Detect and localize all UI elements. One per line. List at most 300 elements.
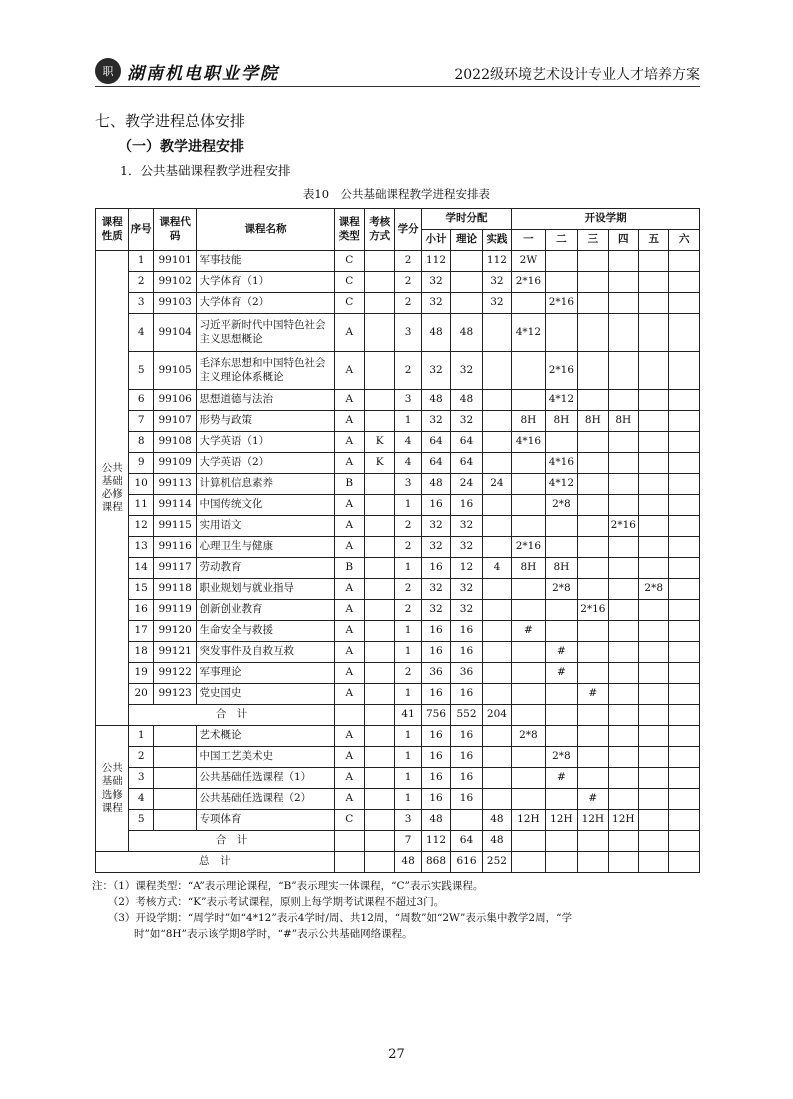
table-cell [364,251,394,272]
table-cell: 1 [395,789,421,810]
table-cell: 生命安全与救援 [197,621,334,642]
table-cell: C [334,251,364,272]
table-cell: 大学英语（2） [197,453,334,474]
table-cell [364,621,394,642]
table-cell [639,474,669,495]
table-cell [669,663,700,684]
table-cell [669,558,700,579]
group-label: 公共基础选修课程 [96,726,129,852]
table-cell: A [334,453,364,474]
table-cell [334,852,364,873]
table-cell: 16 [451,768,482,789]
table-cell [608,474,638,495]
grand-total-value: 48 [395,852,421,873]
note-line: （3）开设学期：“周学时”如“4*12”表示4学时/周、共12周，“周数”如“2W”表示集中教学2周，“学 [92,912,572,924]
table-cell: 艺术概论 [197,726,334,747]
table-cell [608,293,638,314]
subsubsection-heading: 1．公共基础课程教学进程安排 [120,163,291,178]
table-cell: 32 [482,293,511,314]
table-cell [669,293,700,314]
school-name: 湖南机电职业学院 [127,63,279,84]
table-cell [669,537,700,558]
table-cell [639,768,669,789]
table-cell: 中国工艺美术史 [197,747,334,768]
table-cell [639,314,669,352]
table-cell [364,747,394,768]
table-cell [451,272,482,293]
table-row [96,642,700,663]
table-cell: 8H [578,411,608,432]
table-cell: 8H [512,558,545,579]
table-cell: K [364,453,394,474]
table-cell: 专项体育 [197,810,334,831]
table-cell [545,600,577,621]
table-cell: 16 [421,495,450,516]
table-cell: 99121 [153,642,197,663]
table-cell: 99109 [153,453,197,474]
table-cell [608,432,638,453]
table-cell [482,579,511,600]
table-cell [639,537,669,558]
table-row [96,516,700,537]
table-cell: 2 [395,663,421,684]
table-cell: 1 [129,251,153,272]
col-credit: 学分 [395,209,421,251]
table-cell [669,726,700,747]
table-cell [482,432,511,453]
table-cell: 36 [421,663,450,684]
col-s5: 五 [639,230,669,251]
table-cell: 16 [421,747,450,768]
table-cell: 3 [395,390,421,411]
table-caption: 表10 公共基础课程教学进程安排表 [302,187,491,201]
table-cell: 16 [129,600,153,621]
table-cell: 1 [395,411,421,432]
table-cell: 16 [421,642,450,663]
table-cell: # [545,642,577,663]
table-cell: 99113 [153,474,197,495]
table-cell [639,747,669,768]
table-cell: 32 [421,352,450,390]
table-cell [578,251,608,272]
table-cell: 24 [482,474,511,495]
table-cell: 心理卫生与健康 [197,537,334,558]
table-cell: A [334,537,364,558]
col-seq: 序号 [129,209,153,251]
table-cell [639,789,669,810]
note-line: （2）考核方式：“K”表示考试课程，原则上每学期考试课程不超过3门。 [92,896,445,908]
table-cell: 2 [395,579,421,600]
table-cell: 99114 [153,495,197,516]
table-cell [482,747,511,768]
table-cell [364,768,394,789]
table-cell [512,352,545,390]
table-cell: 4*16 [512,432,545,453]
table-cell: 2*16 [608,516,638,537]
table-cell: 99108 [153,432,197,453]
table-cell: A [334,600,364,621]
table-cell [639,516,669,537]
table-cell: 3 [395,314,421,352]
grand-total-value: 616 [451,852,482,873]
table-cell: 32 [421,293,450,314]
table-cell: A [334,747,364,768]
table-cell: 19 [129,663,153,684]
section-heading: 七、教学进程总体安排 [95,112,246,130]
table-cell [639,432,669,453]
table-cell [608,642,638,663]
table-cell: 12H [608,810,638,831]
table-cell: 18 [129,642,153,663]
table-cell [545,705,577,726]
table-cell [578,579,608,600]
subtotal-label: 合 计 [129,705,334,726]
table-cell: 32 [451,352,482,390]
table-cell [639,390,669,411]
table-cell: 3 [129,293,153,314]
table-cell: 1 [395,558,421,579]
table-cell: K [364,432,394,453]
table-cell: # [578,684,608,705]
table-cell [482,663,511,684]
table-cell [482,621,511,642]
table-cell: 32 [451,579,482,600]
table-cell [608,705,638,726]
table-cell [639,642,669,663]
table-cell [639,558,669,579]
table-cell [482,684,511,705]
table-cell [482,789,511,810]
table-cell: 2 [129,747,153,768]
table-cell [364,558,394,579]
table-cell: 2*16 [545,352,577,390]
table-cell: 48 [451,314,482,352]
table-cell [669,852,700,873]
table-cell: 公共基础任选课程（2） [197,789,334,810]
table-cell [669,272,700,293]
table-cell [482,516,511,537]
col-s2: 二 [545,230,577,251]
table-cell [364,831,394,852]
table-cell: 1 [395,642,421,663]
table-row [96,558,700,579]
table-cell: 64 [421,432,450,453]
table-row [96,314,700,352]
subtotal-value: 48 [482,831,511,852]
table-cell [364,789,394,810]
table-cell: 党史国史 [197,684,334,705]
table-cell: 2 [395,516,421,537]
table-cell: 32 [421,516,450,537]
table-cell: C [334,272,364,293]
table-cell: 1 [395,726,421,747]
table-cell: 99123 [153,684,197,705]
table-cell [545,726,577,747]
table-cell: # [545,663,577,684]
table-cell: 16 [451,789,482,810]
table-cell: A [334,390,364,411]
table-body [96,251,700,873]
table-cell [153,768,197,789]
table-cell: 32 [421,600,450,621]
table-cell [512,663,545,684]
table-row [96,453,700,474]
col-total: 小计 [421,230,450,251]
table-cell: B [334,558,364,579]
table-cell [512,293,545,314]
table-cell [669,789,700,810]
table-cell: 6 [129,390,153,411]
table-cell [334,705,364,726]
table-cell: 1 [129,726,153,747]
table-cell: A [334,789,364,810]
table-cell [639,293,669,314]
table-cell: 99119 [153,600,197,621]
table-cell: 2*16 [578,600,608,621]
table-row [96,747,700,768]
table-cell: 32 [421,411,450,432]
table-cell [482,537,511,558]
table-cell: 16 [451,642,482,663]
table-cell: 99103 [153,293,197,314]
table-cell [669,251,700,272]
table-cell [578,831,608,852]
table-row [96,789,700,810]
table-row [96,293,700,314]
table-cell [639,663,669,684]
table-cell [364,474,394,495]
table-cell: 99116 [153,537,197,558]
note-line: 注：（1）课程类型：“A”表示理论课程，“B”表示理实一体课程，“C”表示实践课程。 [92,880,484,892]
table-cell [639,272,669,293]
table-cell: 99102 [153,272,197,293]
table-cell [639,352,669,390]
table-cell [669,642,700,663]
grand-total-label: 总 计 [96,852,335,873]
table-cell: 64 [451,453,482,474]
subtotal-row [96,831,700,852]
table-cell: 公共基础任选课程（1） [197,768,334,789]
group-label: 公共基础必修课程 [96,251,129,726]
table-cell [364,600,394,621]
table-cell: 8H [545,411,577,432]
table-cell: B [334,474,364,495]
table-cell [512,453,545,474]
table-cell: A [334,411,364,432]
table-cell [482,390,511,411]
table-cell [608,621,638,642]
table-row [96,272,700,293]
col-code: 课程代码 [153,209,197,251]
table-cell [364,684,394,705]
table-cell: # [545,768,577,789]
table-cell: 32 [451,600,482,621]
table-cell [545,314,577,352]
table-cell [545,516,577,537]
table-cell: 12 [451,558,482,579]
table-cell [669,352,700,390]
table-cell [669,768,700,789]
table-cell: 99101 [153,251,197,272]
table-cell [364,495,394,516]
table-cell [482,352,511,390]
table-row [96,621,700,642]
table-cell [482,768,511,789]
table-cell: 2*16 [512,272,545,293]
school-logo [95,58,279,84]
col-s3: 三 [578,230,608,251]
table-cell: 大学英语（1） [197,432,334,453]
table-cell: 4*12 [545,390,577,411]
table-cell [364,537,394,558]
table-cell [669,600,700,621]
table-cell: 99122 [153,663,197,684]
table-cell: 9 [129,453,153,474]
grand-total-value: 868 [421,852,450,873]
table-cell [482,495,511,516]
table-cell [608,352,638,390]
subtotal-value: 64 [451,831,482,852]
table-cell [512,705,545,726]
page-header [95,58,700,87]
table-cell [639,852,669,873]
table-cell: 2*8 [545,747,577,768]
table-cell: 32 [451,411,482,432]
table-cell: A [334,768,364,789]
table-cell: 4*12 [545,474,577,495]
col-semesters: 开设学期 [512,209,700,230]
table-cell [364,726,394,747]
table-cell: 48 [421,810,450,831]
table-cell: 16 [421,726,450,747]
table-cell: 16 [451,747,482,768]
table-cell: 64 [421,453,450,474]
table-cell [578,314,608,352]
table-cell: 4 [129,314,153,352]
table-cell [578,390,608,411]
col-hours: 学时分配 [421,209,511,230]
table-cell: 1 [395,684,421,705]
table-cell [512,684,545,705]
col-nature: 课程性质 [96,209,129,251]
table-cell: 军事技能 [197,251,334,272]
table-cell [639,251,669,272]
table-cell [153,726,197,747]
table-cell: 13 [129,537,153,558]
table-cell [669,432,700,453]
table-cell [578,726,608,747]
school-seal-icon: 职 [95,58,121,84]
table-cell [639,495,669,516]
table-cell [364,272,394,293]
col-s4: 四 [608,230,638,251]
table-cell: 11 [129,495,153,516]
subtotal-row [96,705,700,726]
table-row [96,474,700,495]
table-cell: 2*16 [512,537,545,558]
table-cell [578,293,608,314]
table-cell [512,474,545,495]
table-cell: 4*16 [545,453,577,474]
table-row [96,495,700,516]
table-cell [608,251,638,272]
col-type: 课程类型 [334,209,364,251]
table-cell: 5 [129,810,153,831]
table-row [96,390,700,411]
table-cell [482,600,511,621]
table-cell [608,390,638,411]
table-cell: 1 [395,768,421,789]
table-cell: 毛泽东思想和中国特色社会主义理论体系概论 [197,352,334,390]
table-cell: 32 [421,579,450,600]
table-cell: 2 [395,251,421,272]
table-cell: 32 [482,272,511,293]
table-cell [482,726,511,747]
table-cell: 12 [129,516,153,537]
table-cell: 2 [129,272,153,293]
table-cell [451,810,482,831]
table-cell: 1 [395,495,421,516]
col-s6: 六 [669,230,700,251]
table-cell [669,705,700,726]
table-cell: 36 [451,663,482,684]
table-cell [153,810,197,831]
table-cell: 职业规划与就业指导 [197,579,334,600]
table-cell [364,579,394,600]
table-cell: A [334,642,364,663]
table-cell: # [512,621,545,642]
table-cell: 8H [512,411,545,432]
table-cell [545,537,577,558]
subsection-heading: （一）教学进程安排 [118,139,244,155]
table-cell: 4 [395,432,421,453]
table-cell: 16 [421,621,450,642]
table-cell: 99118 [153,579,197,600]
table-cell [608,453,638,474]
table-cell [608,579,638,600]
table-cell: 48 [421,314,450,352]
table-cell: 12H [512,810,545,831]
table-cell [639,621,669,642]
table-cell: 计算机信息素养 [197,474,334,495]
table-cell: 4*12 [512,314,545,352]
table-cell: 2*8 [545,495,577,516]
table-cell: 17 [129,621,153,642]
table-cell: C [334,293,364,314]
table-cell [482,642,511,663]
table-cell [482,411,511,432]
table-cell [669,495,700,516]
table-cell: 112 [421,251,450,272]
table-row [96,768,700,789]
table-cell: 突发事件及自救互救 [197,642,334,663]
table-cell [669,831,700,852]
table-cell: A [334,684,364,705]
table-row [96,810,700,831]
table-cell [608,495,638,516]
table-cell [451,251,482,272]
table-cell [608,747,638,768]
table-cell [364,852,394,873]
table-cell: 16 [451,726,482,747]
table-cell: 20 [129,684,153,705]
table-row [96,663,700,684]
table-cell [578,537,608,558]
table-cell [669,579,700,600]
table-cell: 48 [421,474,450,495]
table-cell [364,411,394,432]
table-cell: 军事理论 [197,663,334,684]
